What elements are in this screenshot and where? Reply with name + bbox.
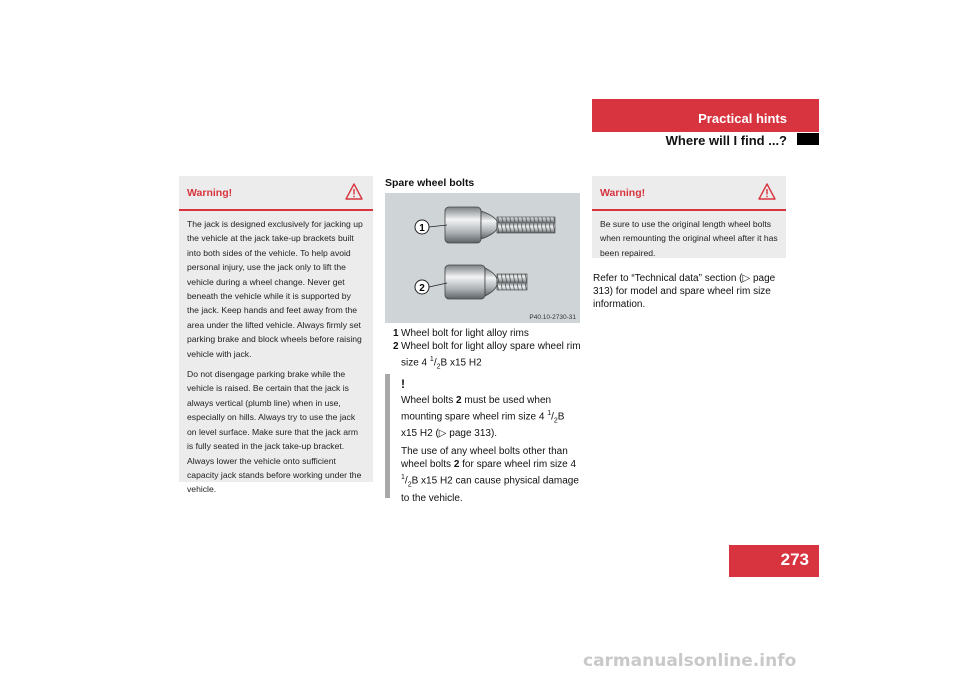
warning-text: Be sure to use the original length wheel bolts when remounting the original wheel after it has been repaired.: [600, 219, 778, 258]
legend-text-end: B x15 H2: [440, 357, 482, 369]
section-title: Practical hints: [698, 111, 787, 126]
note-span: must be used when mounting spare wheel rim size 4: [401, 395, 552, 423]
warning-triangle-icon: [345, 183, 363, 205]
page-number-box: [729, 545, 819, 577]
fraction-numerator: 1: [429, 356, 434, 363]
watermark: carmanualsonline.info: [583, 651, 797, 671]
fraction-denominator: 2: [436, 363, 441, 371]
warning-title: Warning!: [600, 187, 646, 199]
figure-code: P40.10-2730-31: [529, 314, 576, 321]
legend-text: Wheel bolt for light alloy rims: [401, 328, 529, 339]
note-span: The use of any wheel bolts other than wheel bolts: [401, 446, 568, 471]
technical-data-reference: Refer to “Technical data” section (▷ page 313) for model and spare wheel rim size information.: [593, 273, 776, 310]
exclamation-icon: !: [401, 377, 405, 391]
spare-bolts-title: Spare wheel bolts: [385, 177, 475, 189]
note-bar: [385, 374, 390, 498]
note-box: [385, 374, 580, 504]
warning-paragraph: The jack is designed exclusively for jacking up the vehicle at the jack take-up brackets built into both sides of the vehicle. To help avoid personal injury, use the jack only to lift the vehicle during a wheel change. Never get beneath the vehicle while it is supported by the jack. Keep hands and feet away from the area under the lifted vehicle. Always firmly set parking brake and block wheels before raising vehicle with jack.: [187, 219, 363, 359]
legend-number: 2: [393, 341, 399, 352]
note-paragraph: [401, 394, 581, 440]
warning-box-jack: [179, 176, 373, 495]
note-span: for spare wheel rim size 4: [459, 459, 577, 471]
warning-triangle-icon: [758, 183, 776, 205]
warning-box-bolts: [592, 176, 786, 258]
header-marker: [797, 133, 819, 145]
fraction-numerator: 1: [401, 474, 405, 482]
callout-2: 2: [419, 283, 425, 294]
wheel-bolts-figure: [385, 193, 580, 323]
note-bolt-ref: 2: [456, 395, 462, 406]
page-number: 273: [780, 550, 809, 569]
warning-title: Warning!: [187, 187, 233, 199]
warning-header: [179, 176, 373, 211]
wheel-bolts-illustration: [385, 193, 580, 323]
note-paragraph: [401, 445, 581, 504]
fraction-denominator: 2: [553, 417, 558, 425]
fraction-numerator: 1: [547, 410, 552, 417]
legend-item: [393, 327, 583, 340]
legend-number: 1: [393, 328, 399, 339]
fraction-slash: /: [433, 357, 437, 369]
warning-paragraph: Do not disengage parking brake while the vehicle is raised. Be certain that the jack is always vertical (plumb line) when in use, especially on hills. Always try to use the jack on level surface. Make sure that the jack arm is fully seated in the jack take-up bracket. Always lower the vehicle onto sufficient capacity jack stands before working under the vehicle.: [187, 369, 362, 495]
callout-1: 1: [419, 223, 425, 234]
fraction-denominator: 2: [407, 481, 412, 489]
legend-text: Wheel bolt for light alloy spare wheel rim size 4: [401, 341, 581, 369]
note-span: B x15 H2 can cause physical damage to the vehicle.: [401, 475, 579, 504]
note-span: Wheel bolts: [401, 395, 457, 406]
legend-item: [393, 340, 583, 373]
warning-header: [592, 176, 786, 211]
fraction-slash: /: [551, 411, 554, 423]
warning-text: [179, 211, 373, 507]
figure-legend: [393, 327, 583, 373]
note-bolt-ref: 2: [453, 459, 460, 471]
note-span: B x15 H2 (▷ page 313).: [401, 411, 565, 440]
note-text: [401, 394, 581, 510]
fraction-slash: /: [404, 475, 408, 487]
subsection-title: Where will I find ...?: [665, 133, 787, 148]
